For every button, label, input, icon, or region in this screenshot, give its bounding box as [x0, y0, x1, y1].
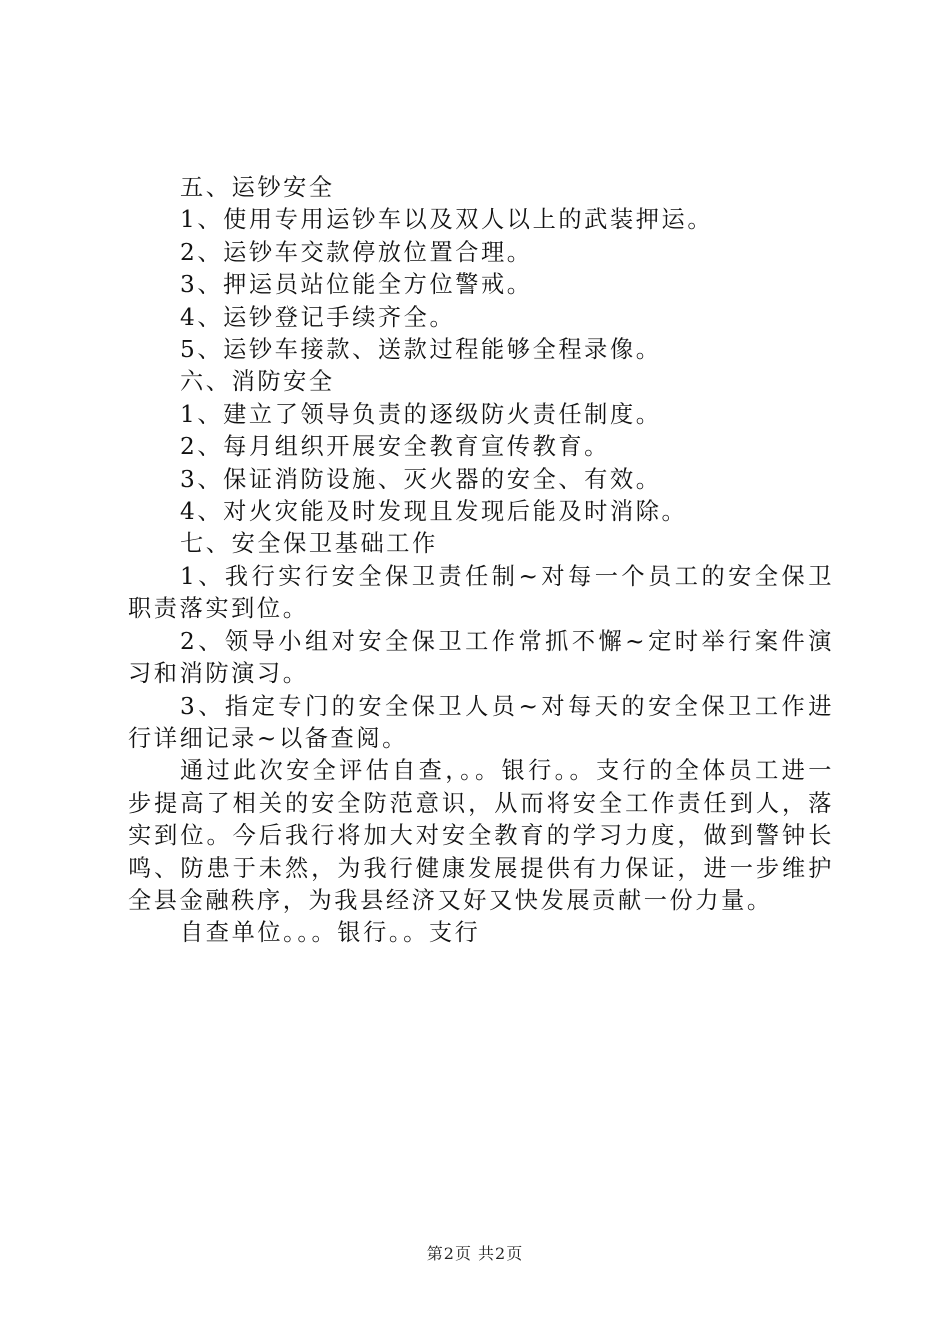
- document-body: [128, 172, 834, 950]
- section-heading-fire-safety: 六、消防安全: [180, 368, 335, 396]
- section-heading-security-basics: 七、安全保卫基础工作: [180, 530, 438, 558]
- conclusion-paragraph: 通过此次安全评估自查，。。银行。。支行的全体员工进一步提高了相关的安全防范意识，从而将安全工作责任到人，落实到位。今后我行将加大对安全教育的学习力度，做到警钟长鸣、防患于未然，为我行健康发展提供有力保证，进一步维护全县金融秩序，为我县经济又好又快发展贡献一份力量。: [128, 757, 834, 914]
- section-heading-cash-transport: 五、运钞安全: [180, 174, 335, 201]
- list-item: 3、押运员站位能全方位警戒。: [180, 271, 533, 299]
- list-item: 2、每月组织开展安全教育宣传教育。: [180, 433, 610, 461]
- list-item: 3、指定专门的安全保卫人员~对每天的安全保卫工作进行详细记录~以备查阅。: [128, 692, 834, 752]
- list-item: 3、保证消防设施、灭火器的安全、有效。: [180, 465, 662, 493]
- list-item: 1、我行实行安全保卫责任制~对每一个员工的安全保卫职责落实到位。: [128, 562, 834, 623]
- list-item: 4、对火灾能及时发现且发现后能及时消除。: [180, 498, 688, 526]
- signature-line: 自查单位。。。银行。。支行: [180, 919, 481, 947]
- list-item: 2、领导小组对安全保卫工作常抓不懈~定时举行案件演习和消防演习。: [128, 627, 834, 688]
- list-item: 1、使用专用运钞车以及双人以上的武装押运。: [180, 206, 714, 234]
- list-item: 4、运钞登记手续齐全。: [180, 303, 456, 331]
- page-number-footer: 第2页 共2页: [426, 1244, 524, 1263]
- list-item: 5、运钞车接款、送款过程能够全程录像。: [180, 336, 662, 364]
- list-item: 2、运钞车交款停放位置合理。: [180, 238, 533, 266]
- list-item: 1、建立了领导负责的逐级防火责任制度。: [180, 400, 662, 428]
